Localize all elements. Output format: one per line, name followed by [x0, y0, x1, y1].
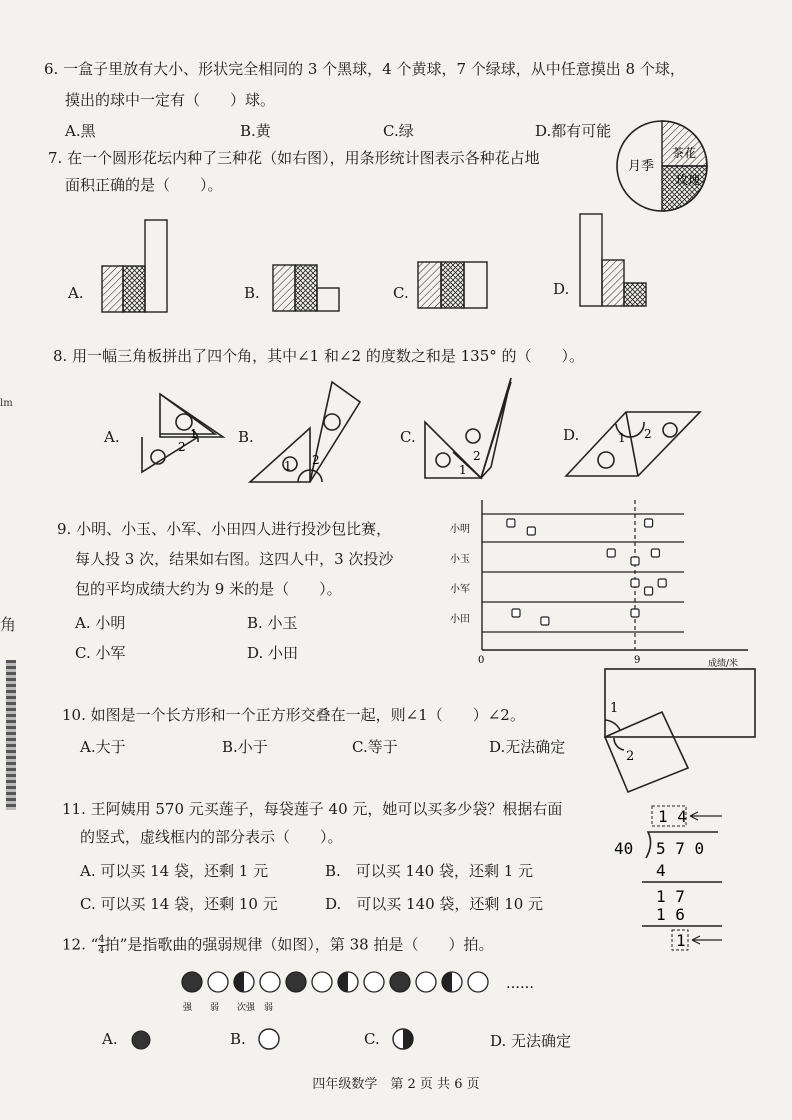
row-label-0: 小明: [450, 524, 470, 535]
margin-mark: lm: [0, 398, 13, 409]
svg-text:2: 2: [178, 440, 186, 454]
svg-text:40: 40: [614, 839, 634, 858]
pie-label-yueji: 月季: [628, 159, 655, 174]
q8-option-a-figure[interactable]: [140, 382, 230, 472]
beat-11-weak: [468, 972, 488, 992]
q6-stem-line2: 摸出的球中一定有（ ）球。: [65, 91, 276, 109]
point-0-2: [645, 519, 653, 527]
svg-text:1: 1: [284, 459, 292, 473]
q11-stem-line2: 的竖式，虚线框内的部分表示（ ）。: [80, 828, 343, 846]
q7-stem-line2: 面积正确的是（ ）。: [65, 176, 223, 194]
q11-stem-line1: 11. 王阿姨用 570 元买莲子，每袋莲子 40 元，她可以买多少袋？根据右面: [62, 800, 563, 818]
q7-option-a[interactable]: A.: [68, 284, 84, 302]
q11-long-division: [612, 800, 732, 960]
q7-pie-figure: [622, 112, 702, 212]
q12-option-a[interactable]: A.: [102, 1030, 118, 1048]
x-axis-label: 成绩/米: [708, 659, 739, 669]
row-label-2: 小军: [450, 584, 470, 595]
q7-stem-line1: 7. 在一个圆形花坛内种了三种花（如右图），用条形统计图表示各种花占地: [48, 149, 540, 167]
q12-option-a-icon[interactable]: [130, 1029, 152, 1051]
beat-7-weak: [364, 972, 384, 992]
q8-option-a[interactable]: A.: [104, 428, 120, 446]
q12-option-c[interactable]: C.: [364, 1030, 380, 1048]
svg-text:4: 4: [656, 861, 666, 880]
q6-option-b[interactable]: B.黄: [240, 122, 271, 140]
q10-option-d[interactable]: D.无法确定: [489, 738, 566, 756]
q9-stem-line3: 包的平均成绩大约为 9 米的是（ ）。: [75, 580, 342, 598]
point-1-0: [607, 549, 615, 557]
beat-1-weak: [208, 972, 228, 992]
q6-stem-line1: 6. 一盒子里放有大小、形状完全相同的 3 个黑球，4 个黄球，7 个绿球，从中任意摸出 8 个球，: [44, 60, 685, 78]
q12-stem: 12. “ $\frac{4}{4}$拍”是指歌曲的强弱规律（如图），第 38 拍是（ ）拍。: [62, 934, 494, 956]
q11-option-a[interactable]: A. 可以买 14 袋，还剩 1 元: [80, 862, 269, 880]
q7-option-c-bars[interactable]: [418, 260, 498, 320]
pie-label-meigui: 玫瑰: [676, 173, 701, 187]
q7-option-a-bars[interactable]: [102, 218, 182, 318]
pie-label-chahua: 茶花: [672, 146, 697, 160]
beat-label-weak-2: 弱: [264, 1003, 274, 1013]
point-3-2: [631, 609, 639, 617]
q8-option-d[interactable]: D.: [563, 426, 580, 444]
q7-option-b-bars[interactable]: [273, 263, 353, 323]
q12-option-c-icon[interactable]: [392, 1028, 414, 1050]
svg-text:5 7 0: 5 7 0: [656, 839, 705, 858]
svg-text:1 6: 1 6: [656, 905, 685, 924]
q8-stem: 8. 用一幅三角板拼出了四个角，其中∠1 和∠2 的度数之和是 135° 的（ ）。: [53, 347, 585, 365]
svg-text:1: 1: [676, 931, 686, 950]
beat-label-weak: 弱: [210, 1003, 220, 1013]
q8-option-b-figure[interactable]: [250, 378, 370, 488]
q6-option-c[interactable]: C.绿: [383, 122, 414, 140]
point-1-2: [651, 549, 659, 557]
page-footer: 四年级数学 第 2 页 共 6 页: [312, 1077, 480, 1092]
point-2-2: [658, 579, 666, 587]
q12-option-d[interactable]: D. 无法确定: [490, 1032, 572, 1050]
svg-text:2: 2: [473, 449, 481, 463]
q6-option-d[interactable]: D.都有可能: [535, 122, 612, 140]
q9-option-a[interactable]: A. 小明: [75, 614, 126, 632]
point-2-0: [631, 579, 639, 587]
svg-text:1: 1: [618, 431, 626, 445]
point-1-1: [631, 557, 639, 565]
beat-8-strong: [390, 972, 410, 992]
svg-text:1 7: 1 7: [656, 887, 685, 906]
q12-option-b-icon[interactable]: [258, 1028, 280, 1050]
svg-text:2: 2: [644, 427, 652, 441]
point-0-0: [507, 519, 515, 527]
q9-option-c[interactable]: C. 小军: [75, 644, 126, 662]
beat-ellipsis: ……: [506, 976, 534, 992]
square: [605, 712, 688, 792]
point-2-1: [645, 587, 653, 595]
x-tick-9: 9: [634, 655, 641, 666]
svg-text:1: 1: [190, 427, 198, 441]
beat-4-strong: [286, 972, 306, 992]
beat-2-half: [234, 972, 244, 992]
q8-option-c-figure[interactable]: [423, 372, 533, 482]
q12-beat-pattern: [180, 970, 580, 1030]
x-tick-0: 0: [478, 655, 485, 666]
q10-option-a[interactable]: A.大于: [80, 738, 126, 756]
beat-6-half: [338, 972, 348, 992]
q7-option-c[interactable]: C.: [393, 284, 409, 302]
beat-label-strong: 强: [183, 1003, 193, 1013]
row-label-3: 小田: [450, 614, 470, 625]
q8-option-d-figure[interactable]: [564, 398, 704, 478]
q10-figure: [604, 668, 764, 798]
svg-text:1: 1: [459, 463, 467, 477]
margin-mark: 角: [0, 615, 17, 634]
q11-option-c[interactable]: C. 可以买 14 袋，还剩 10 元: [80, 895, 278, 913]
point-3-0: [512, 609, 520, 617]
margin-ruler: [6, 660, 16, 810]
q8-option-b[interactable]: B.: [238, 428, 254, 446]
svg-text:1 4: 1 4: [658, 807, 687, 826]
q7-option-b[interactable]: B.: [244, 284, 260, 302]
q12-option-b[interactable]: B.: [230, 1030, 246, 1048]
beat-label-medium: 次强: [237, 1003, 256, 1013]
q6-option-a[interactable]: A.黑: [65, 122, 96, 140]
beat-3-weak: [260, 972, 280, 992]
q9-scatter-chart: [448, 500, 758, 670]
q10-stem: 10. 如图是一个长方形和一个正方形交叠在一起，则∠1（ ）∠2。: [62, 706, 525, 724]
beat-9-weak: [416, 972, 436, 992]
q9-option-d[interactable]: D. 小田: [247, 644, 299, 662]
q10-option-b[interactable]: B.小于: [222, 738, 268, 756]
q7-option-d-bars[interactable]: [580, 212, 660, 312]
q10-option-c[interactable]: C.等于: [352, 738, 398, 756]
q7-option-d[interactable]: D.: [553, 280, 570, 298]
svg-text:2: 2: [312, 453, 320, 467]
point-0-1: [527, 527, 535, 535]
q11-option-d[interactable]: D. 可以买 140 袋，还剩 10 元: [325, 895, 544, 913]
q9-stem-line2: 每人投 3 次，结果如右图。这四人中，3 次投沙: [75, 550, 394, 568]
q8-option-c[interactable]: C.: [400, 428, 416, 446]
q9-option-b[interactable]: B. 小玉: [247, 614, 298, 632]
q9-stem-line1: 9. 小明、小玉、小军、小田四人进行投沙包比赛，: [57, 520, 392, 538]
fraction-4-4: $\frac{4}{4}$: [98, 934, 105, 956]
row-label-1: 小玉: [450, 554, 470, 565]
svg-text:1: 1: [610, 701, 619, 716]
svg-text:2: 2: [626, 749, 635, 764]
q11-option-b[interactable]: B. 可以买 140 袋，还剩 1 元: [325, 862, 534, 880]
beat-0-strong: [182, 972, 202, 992]
beat-10-half: [442, 972, 452, 992]
point-3-1: [541, 617, 549, 625]
beat-5-weak: [312, 972, 332, 992]
